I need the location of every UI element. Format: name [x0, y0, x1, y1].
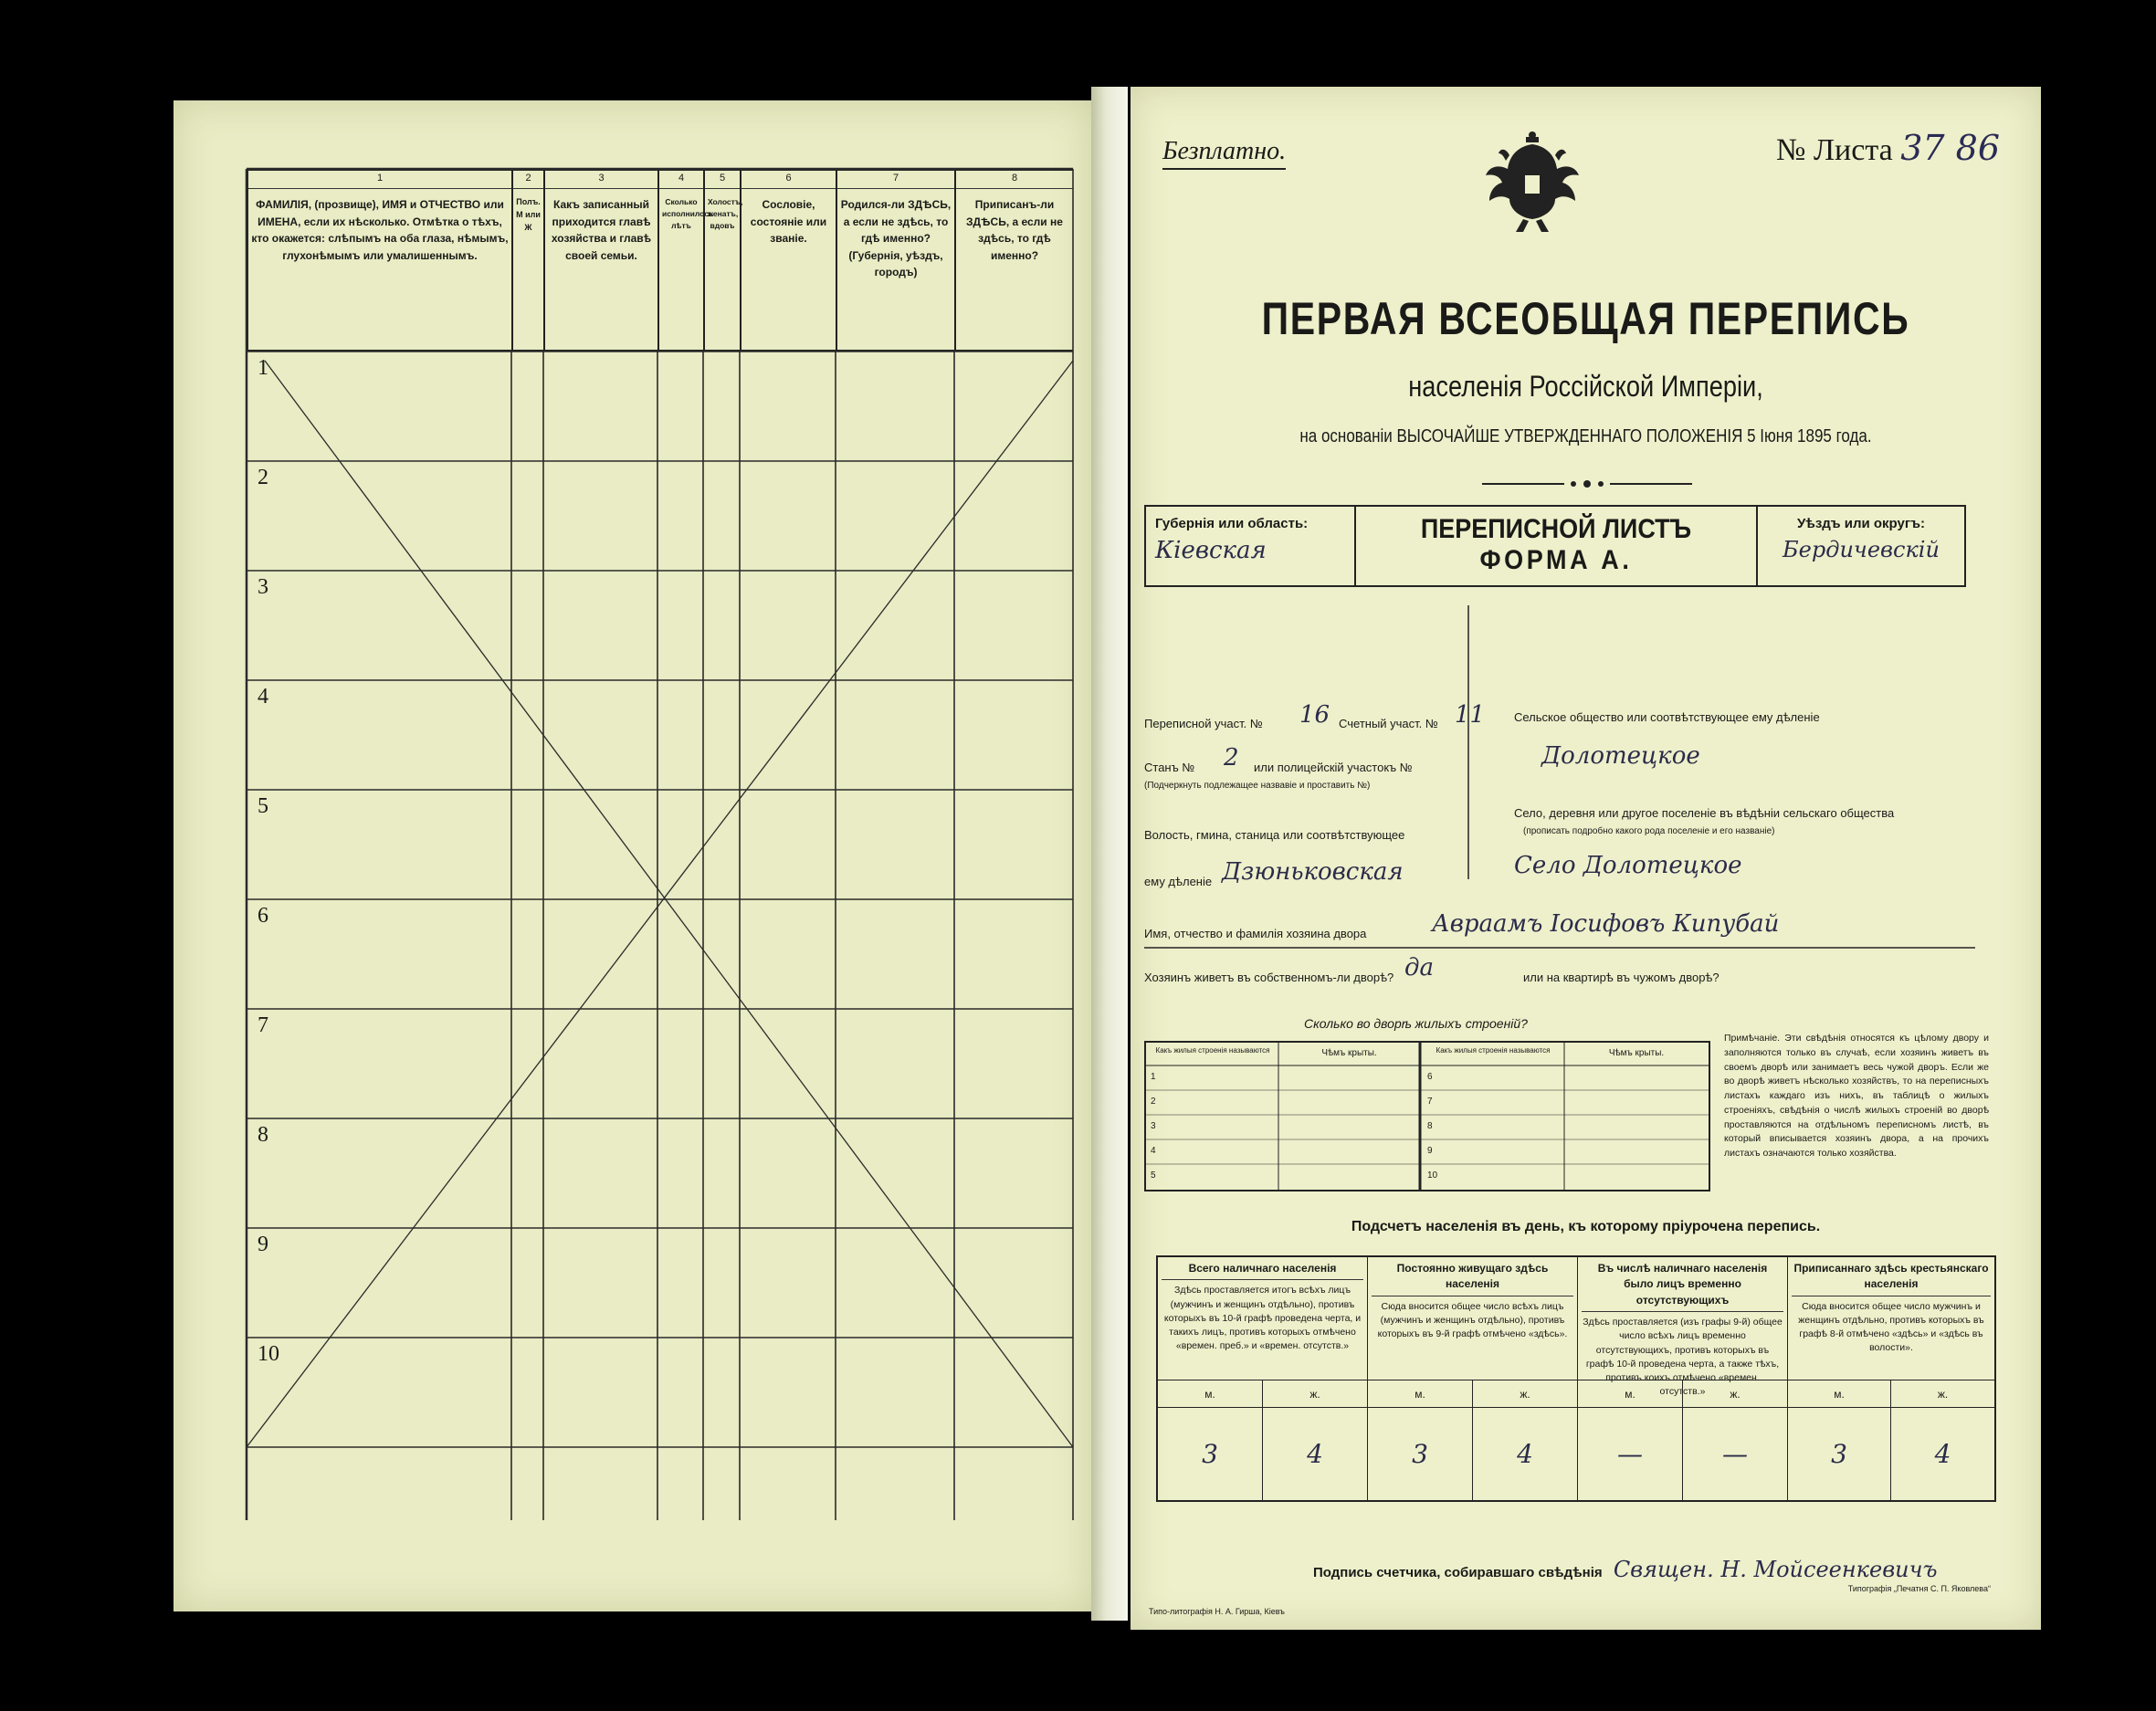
volost-label: Волость, гмина, станица или соотвѣтствующее: [1144, 828, 1405, 842]
buildings-row-num: 2: [1151, 1097, 1156, 1107]
column-header-age: 4 Сколько исполнилось лѣтъ: [657, 169, 703, 352]
count-header-absent: Въ числѣ наличнаго населенія было лицъ временно отсутствующихъ Здѣсь проставляется (изъ графы 9-й) общее число всѣхъ лицъ временно отсутствующихъ, противъ которыхъ въ графѣ 10-й проведена черта, а также тѣхъ, противъ коихъ отмѣчено «времен. отсутств.»: [1578, 1257, 1788, 1380]
buildings-table: [1144, 1041, 1710, 1191]
row-number: 8: [258, 1123, 268, 1147]
owner-value: Авраамъ Іосифовъ Кипубай: [1432, 910, 1780, 938]
stan-value: 2: [1224, 744, 1239, 772]
buildings-row-num: 9: [1427, 1146, 1433, 1156]
sheet-number-label: № Листа: [1776, 133, 1893, 167]
buildings-row-num: 4: [1151, 1146, 1156, 1156]
rent-label: или на квартирѣ въ чужомъ дворѣ?: [1523, 971, 1720, 984]
binding-strip: [1091, 87, 1128, 1621]
row-number: 1: [258, 356, 268, 380]
count-value: 3: [1368, 1408, 1473, 1500]
buildings-label: Сколько во дворѣ жилыхъ строеній?: [1304, 1016, 1528, 1031]
column-header-name: 1 ФАМИЛІЯ, (прозвище), ИМЯ и ОТЧЕСТВО или ИМЕНА, если их нѣсколько. Отмѣтка о тѣхъ, кто окажется: слѣпымъ на оба глаза, нѣмымъ, глухонѣмымъ или умалишеннымъ.: [247, 169, 511, 352]
district-cell: [1758, 507, 1964, 585]
stan-note: (Подчеркнуть подлежащее назвавіе и проставить №): [1144, 781, 1371, 791]
column-header-birthplace: 7 Родился-ли ЗДѢСЬ, а если не здѣсь, то гдѣ именно? (Губернія, уѣздъ, городъ): [836, 169, 954, 352]
ornament-divider: [1482, 478, 1692, 490]
buildings-row-num: 10: [1427, 1170, 1438, 1181]
count-value: 3: [1788, 1408, 1891, 1500]
sex-label: м.: [1788, 1380, 1891, 1408]
row-number: 6: [258, 904, 268, 928]
row-number: 4: [258, 685, 268, 709]
sex-label: ж.: [1891, 1380, 1994, 1408]
row-number: 7: [258, 1013, 268, 1037]
population-count-table: [1156, 1255, 1996, 1502]
sex-label: м.: [1158, 1380, 1263, 1408]
count-value: 3: [1158, 1408, 1263, 1500]
signature-line: [1313, 1557, 1938, 1582]
signature-label: Подпись счетчика, собиравшаго свѣдѣнія: [1313, 1565, 1603, 1580]
row-number: 5: [258, 794, 268, 818]
volost-label-2: ему дѣленіе: [1144, 875, 1213, 888]
form-title-cell: [1356, 507, 1758, 585]
column-header-registered: 8 Приписанъ-ли ЗДѢСЬ, а если не здѣсь, то гдѣ именно?: [954, 169, 1073, 352]
buildings-row-num: 5: [1151, 1170, 1156, 1181]
count-title: Подсчетъ населенія въ день, къ которому пріурочена перепись.: [1351, 1219, 1821, 1234]
province-cell: [1146, 507, 1356, 585]
buildings-note: Примѣчаніе. Эти свѣдѣнія относятся къ цѣлому двору и заполняются только въ случаѣ, если хозяинъ живетъ въ своемъ дворѣ или занимаетъ весь чужой дворъ. Если же во дворѣ живетъ нѣсколько хозяйствъ, то на переписныхъ листахъ каждаго изъ нихъ, въ таблицѣ о жилыхъ строеніяхъ, свѣдѣнія о числѣ жилыхъ строеній во дворѣ проставляются на отдѣльномъ переписномъ листѣ, въ который вписывается хозяинъ двора, а на прочихъ листахъ означаются только хозяйства.: [1724, 1033, 1989, 1159]
column-header-relation: 3 Какъ записанный приходится главѣ хозяйства и главѣ своей семьи.: [543, 169, 657, 352]
buildings-header-roof-2: Чѣмъ крыты.: [1608, 1048, 1665, 1058]
census-basis: на основаніи ВЫСОЧАЙШЕ УТВЕРЖДЕННАГО ПОЛОЖЕНІЯ 5 Іюня 1895 года.: [1299, 426, 1872, 446]
buildings-row-num: 3: [1151, 1121, 1156, 1131]
count-header-present: Всего наличнаго населенія Здѣсь проставляется итогъ всѣхъ лицъ (мужчинъ и женщинъ отдѣльно), противъ которыхъ въ 10-й графѣ проведена черта, и такихъ лицъ, противъ которыхъ отмѣчено «времен. преб.» и «времен. отсутств.»: [1158, 1257, 1368, 1380]
right-page: [1131, 87, 2041, 1630]
sex-label: м.: [1368, 1380, 1473, 1408]
census-title: ПЕРВАЯ ВСЕОБЩАЯ ПЕРЕПИСЬ: [1261, 293, 1910, 344]
village-value: Село Долотецкое: [1514, 852, 1742, 879]
province-label: Губернія или область:: [1155, 516, 1309, 531]
row-number: 10: [258, 1342, 279, 1366]
double-headed-eagle-emblem: [1482, 128, 1583, 237]
count-value: —: [1578, 1408, 1683, 1500]
village-note: (прописать подробно какого рода поселеніе и его названіе): [1523, 826, 1775, 836]
left-page: [174, 100, 1091, 1611]
village-label: Село, деревня или другое поселеніе въ вѣдѣніи сельскаго общества: [1514, 806, 1895, 820]
province-value: Кіевская: [1155, 537, 1267, 564]
census-area-label: Переписной участ. №: [1144, 717, 1263, 730]
row-number: 2: [258, 466, 268, 489]
sex-label: ж.: [1473, 1380, 1578, 1408]
count-header-registered: Приписаннаго здѣсь крестьянскаго населенія Сюда вносится общее число мужчинъ и женщинъ отдѣльно, противъ которыхъ въ графѣ 8-й отмѣчено «здѣсь» и «здѣсь въ волости».: [1788, 1257, 1994, 1380]
count-value: 4: [1473, 1408, 1578, 1500]
sheet-number-value: 37 86: [1900, 128, 2000, 168]
form-title-2: ФОРМА А.: [1479, 545, 1633, 575]
buildings-header-name-2: Какъ жилыя строенія называются: [1436, 1046, 1551, 1055]
census-area-value: 16: [1299, 701, 1330, 729]
printer-left: Типо-литографія Н. А. Гирша, Кіевъ: [1149, 1607, 1285, 1616]
count-header-permanent: Постоянно живущаго здѣсь населенія Сюда вносится общее число всѣхъ лицъ (мужчинъ и женщинъ отдѣльно), противъ которыхъ въ 9-й графѣ отмѣчено «здѣсь».: [1368, 1257, 1578, 1380]
sex-label: ж.: [1263, 1380, 1368, 1408]
buildings-row-num: 1: [1151, 1072, 1156, 1082]
district-label: Уѣздъ или округъ:: [1796, 516, 1926, 531]
count-value: 4: [1263, 1408, 1368, 1500]
buildings-row-num: 7: [1427, 1097, 1433, 1107]
own-yard-label: Хозяинъ живетъ въ собственномъ-ли дворѣ?: [1144, 971, 1394, 984]
column-header-sex: 2 Полъ. М или Ж: [511, 169, 543, 352]
form-header-box: [1144, 505, 1966, 587]
printer-right: Типографія „Печатня С. П. Яковлева“: [1847, 1584, 1991, 1593]
sheet-number: [1776, 128, 2000, 168]
buildings-header-roof: Чѣмъ крыты.: [1321, 1048, 1377, 1058]
table-grid: [247, 169, 1073, 1520]
buildings-row-num: 8: [1427, 1121, 1433, 1131]
count-value: 4: [1934, 1439, 1951, 1469]
community-label: Сельское общество или соотвѣтствующее ему дѣленіе: [1514, 710, 1820, 724]
signature-value: Священ. Н. Мойсеенкевичъ: [1613, 1557, 1938, 1582]
stan-label: Станъ №: [1144, 761, 1195, 774]
census-subtitle: населенія Россійской Имперіи,: [1408, 370, 1763, 403]
buildings-row-num: 6: [1427, 1072, 1433, 1082]
column-header-marital: 5 Холостъ, женатъ, вдовъ: [703, 169, 740, 352]
count-area-label: Счетный участ. №: [1339, 717, 1438, 730]
population-table: [247, 169, 1073, 1520]
row-number: 3: [258, 575, 268, 599]
own-yard-value: да: [1404, 954, 1434, 981]
row-number: 9: [258, 1233, 268, 1256]
count-area-value: 11: [1455, 701, 1486, 729]
count-value: —: [1683, 1408, 1788, 1500]
owner-label: Имя, отчество и фамилія хозяина двора: [1144, 927, 1367, 940]
free-label: Безплатно.: [1162, 137, 1286, 170]
form-title-1: ПЕРЕПИСНОЙ ЛИСТЪ: [1420, 514, 1692, 544]
stan-rest: или полицейскій участокъ №: [1254, 761, 1413, 774]
community-value: Долотецкое: [1541, 742, 1700, 770]
sex-label: ж.: [1683, 1380, 1788, 1408]
column-header-estate: 6 Сословіе, состояніе или званіе.: [740, 169, 836, 352]
district-value: Бердичевскій: [1783, 537, 1940, 562]
sex-label: м.: [1578, 1380, 1683, 1408]
volost-value: Дзюньковская: [1222, 858, 1404, 886]
buildings-header-name: Какъ жилыя строенія называются: [1155, 1046, 1270, 1055]
